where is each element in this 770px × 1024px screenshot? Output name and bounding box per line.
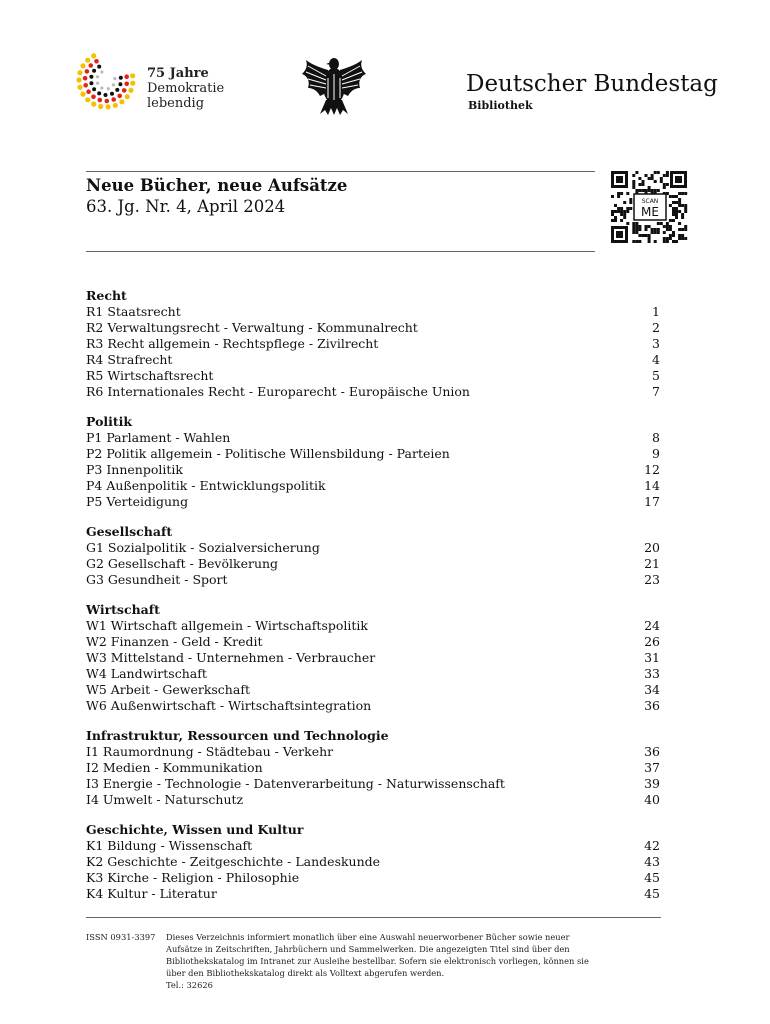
toc-entry-label: W3 Mittelstand - Unternehmen - Verbraucher xyxy=(86,650,376,665)
toc-entry-label: P3 Innenpolitik xyxy=(86,462,183,477)
footer-note-line: Bibliothekskatalog im Intranet zur Ausleihe bestellbar. Sofern sie elektronisch vorliegen, können sie xyxy=(166,956,589,966)
logo-dot xyxy=(122,88,127,93)
logo-dot xyxy=(98,98,103,103)
footer-note xyxy=(166,931,666,991)
toc-entry-page: 39 xyxy=(644,776,660,791)
toc-entry[interactable] xyxy=(86,430,660,446)
toc-entry[interactable] xyxy=(86,698,660,714)
logo-dot xyxy=(83,83,88,88)
toc-entry[interactable] xyxy=(86,838,660,854)
toc-section xyxy=(86,822,660,902)
toc-entry-page: 1 xyxy=(652,304,660,319)
logo-dot xyxy=(80,63,85,68)
section-title: Wirtschaft xyxy=(86,602,160,617)
toc-entry[interactable] xyxy=(86,760,660,776)
logo-dot xyxy=(106,104,111,109)
logo-dot xyxy=(77,70,82,75)
logo-dot xyxy=(77,85,82,90)
logo-dot xyxy=(128,88,133,93)
toc-entry[interactable] xyxy=(86,494,660,510)
toc-entry-label: I4 Umwelt - Naturschutz xyxy=(86,792,244,807)
toc-entry[interactable] xyxy=(86,682,660,698)
logo-dot xyxy=(91,53,96,58)
toc-entry[interactable] xyxy=(86,462,660,478)
toc-entry-label: W5 Arbeit - Gewerkschaft xyxy=(86,682,250,697)
toc-entry-page: 3 xyxy=(652,336,660,351)
toc-entry[interactable] xyxy=(86,650,660,666)
logo-dot xyxy=(85,69,90,74)
logo-dot xyxy=(100,86,103,89)
toc-entry[interactable] xyxy=(86,556,660,572)
toc-entry-page: 33 xyxy=(644,666,660,681)
section-title: Politik xyxy=(86,414,133,429)
toc-entry-page: 21 xyxy=(644,556,660,571)
toc-entry-page: 26 xyxy=(644,634,660,649)
toc-entry-label: K3 Kirche - Religion - Philosophie xyxy=(86,870,300,885)
toc-entry-page: 45 xyxy=(644,870,660,885)
toc-entry-label: W1 Wirtschaft allgemein - Wirtschaftspolitik xyxy=(86,618,368,633)
toc-entry-page: 23 xyxy=(644,572,660,587)
federal-eagle-icon xyxy=(300,52,368,116)
toc-entry[interactable] xyxy=(86,792,660,808)
toc-section xyxy=(86,288,660,400)
jubilee-text xyxy=(147,66,224,111)
logo-dot xyxy=(105,99,110,104)
logo-dot xyxy=(110,92,114,96)
logo-dot xyxy=(92,69,96,73)
logo-dot xyxy=(96,75,99,78)
toc-entry[interactable] xyxy=(86,368,660,384)
toc-entry-page: 36 xyxy=(644,744,660,759)
toc-section xyxy=(86,602,660,714)
toc-entry-page: 7 xyxy=(652,384,660,399)
toc-entry-label: P1 Parlament - Wahlen xyxy=(86,430,231,445)
toc-entry[interactable] xyxy=(86,572,660,588)
logo-dot xyxy=(97,91,101,95)
toc-entry-label: W2 Finanzen - Geld - Kredit xyxy=(86,634,263,649)
toc-section xyxy=(86,414,660,510)
logo-dot xyxy=(100,70,103,73)
toc-entry-page: 24 xyxy=(644,618,660,633)
footer-note-line: Aufsätze in Zeitschriften, Jahrbüchern und Sammelwerken. Die angezeigten Titel sind über den xyxy=(166,944,570,954)
toc-entry-page: 20 xyxy=(644,540,660,555)
toc-entry-label: P4 Außenpolitik - Entwicklungspolitik xyxy=(86,478,326,493)
toc-entry[interactable] xyxy=(86,618,660,634)
toc-entry-label: P2 Politik allgemein - Politische Willensbildung - Parteien xyxy=(86,446,450,461)
logo-dot xyxy=(104,93,108,97)
toc-entry[interactable] xyxy=(86,336,660,352)
toc-entry[interactable] xyxy=(86,744,660,760)
logo-dot xyxy=(111,97,116,102)
logo-dot xyxy=(94,59,99,64)
toc-entry-page: 40 xyxy=(644,792,660,807)
toc-section xyxy=(86,728,660,808)
toc-entry[interactable] xyxy=(86,870,660,886)
section-title: Recht xyxy=(86,288,127,303)
toc-entry[interactable] xyxy=(86,886,660,902)
logo-dot xyxy=(107,87,110,90)
logo-dot xyxy=(117,94,122,99)
toc-entry-page: 4 xyxy=(652,352,660,367)
toc-entry-page: 17 xyxy=(644,494,660,509)
logo-dot xyxy=(80,92,85,97)
logo-dot xyxy=(125,94,130,99)
toc-entry-label: R3 Recht allgemein - Rechtspflege - Zivilrecht xyxy=(86,336,379,351)
jubilee-line-3: lebendig xyxy=(147,96,205,111)
toc-entry[interactable] xyxy=(86,634,660,650)
footer-divider xyxy=(86,917,661,918)
toc-entry-label: R4 Strafrecht xyxy=(86,352,173,367)
section-title: Gesellschaft xyxy=(86,524,173,539)
logo-dot xyxy=(130,81,135,86)
logo-dot xyxy=(97,65,101,69)
logo-dot xyxy=(92,87,96,91)
toc-entry-label: R2 Verwaltungsrecht - Verwaltung - Kommunalrecht xyxy=(86,320,418,335)
logo-dot xyxy=(113,77,116,80)
footer-note-line: über den Bibliothekskatalog direkt als Volltext abgerufen werden. xyxy=(166,968,445,978)
toc-entry-label: R5 Wirtschaftsrecht xyxy=(86,368,214,383)
jubilee-dots-logo xyxy=(68,50,138,114)
toc-entry-label: I2 Medien - Kommunikation xyxy=(86,760,263,775)
institution-name: Deutscher Bundestag xyxy=(466,71,718,97)
logo-dot xyxy=(91,95,96,100)
page-title: Neue Bücher, neue Aufsätze xyxy=(86,176,348,195)
toc-entry-label: R1 Staatsrecht xyxy=(86,304,181,319)
toc-entry-label: I1 Raumordnung - Städtebau - Verkehr xyxy=(86,744,334,759)
toc-entry[interactable] xyxy=(86,304,660,320)
issue-info: 63. Jg. Nr. 4, April 2024 xyxy=(86,197,286,216)
section-title: Infrastruktur, Ressourcen und Technologie xyxy=(86,728,389,743)
logo-dot xyxy=(89,75,93,79)
qr-code-icon[interactable] xyxy=(610,170,688,244)
page-header xyxy=(0,0,770,130)
toc-entry[interactable] xyxy=(86,446,660,462)
toc-entry-page: 45 xyxy=(644,886,660,901)
jubilee-line-2: Demokratie xyxy=(147,81,225,96)
logo-dot xyxy=(83,76,88,81)
toc-entry[interactable] xyxy=(86,352,660,368)
toc-entry[interactable] xyxy=(86,478,660,494)
logo-dot xyxy=(76,77,81,82)
toc-entry-page: 2 xyxy=(652,320,660,335)
toc-entry-page: 37 xyxy=(644,760,660,775)
logo-dot xyxy=(96,82,99,85)
toc-entry-page: 14 xyxy=(644,478,660,493)
logo-dot xyxy=(85,97,90,102)
logo-dot xyxy=(124,82,129,87)
toc-entry-label: K2 Geschichte - Zeitgeschichte - Landeskunde xyxy=(86,854,381,869)
toc-entry[interactable] xyxy=(86,384,660,400)
toc-entry-label: P5 Verteidigung xyxy=(86,494,189,509)
toc-entry[interactable] xyxy=(86,776,660,792)
toc-entry-label: R6 Internationales Recht - Europarecht - Europäische Union xyxy=(86,384,470,399)
toc-entry-page: 43 xyxy=(644,854,660,869)
department-name: Bibliothek xyxy=(468,99,533,112)
logo-dot xyxy=(85,58,90,63)
toc-section xyxy=(86,524,660,588)
toc-entry-label: G1 Sozialpolitik - Sozialversicherung xyxy=(86,540,320,555)
toc-entry-page: 34 xyxy=(644,682,660,697)
toc-entry-label: G3 Gesundheit - Sport xyxy=(86,572,228,587)
table-of-contents xyxy=(86,288,660,916)
logo-dot xyxy=(124,74,129,79)
footer-note-line: Dieses Verzeichnis informiert monatlich über eine Auswahl neuerworbener Bücher sowie neuer xyxy=(166,932,570,942)
toc-entry-page: 9 xyxy=(652,446,660,461)
toc-entry-label: W6 Außenwirtschaft - Wirtschaftsintegration xyxy=(86,698,372,713)
toc-entry[interactable] xyxy=(86,854,660,870)
toc-entry-label: K4 Kultur - Literatur xyxy=(86,886,217,901)
toc-entry-page: 5 xyxy=(652,368,660,383)
footer-phone: Tel.: 32626 xyxy=(166,980,213,990)
title-block xyxy=(86,171,595,252)
toc-entry-page: 8 xyxy=(652,430,660,445)
logo-dot xyxy=(113,103,118,108)
logo-dot xyxy=(89,63,94,68)
toc-entry[interactable] xyxy=(86,320,660,336)
logo-dot xyxy=(89,81,93,85)
toc-entry-page: 31 xyxy=(644,650,660,665)
section-title: Geschichte, Wissen und Kultur xyxy=(86,822,304,837)
toc-entry-page: 42 xyxy=(644,838,660,853)
toc-entry[interactable] xyxy=(86,540,660,556)
toc-entry-label: I3 Energie - Technologie - Datenverarbeitung - Naturwissenschaft xyxy=(86,776,505,791)
toc-entry-label: K1 Bildung - Wissenschaft xyxy=(86,838,253,853)
logo-dot xyxy=(130,73,135,78)
svg-text:SCAN: SCAN xyxy=(641,198,659,205)
logo-dot xyxy=(115,88,119,92)
toc-entry-label: G2 Gesellschaft - Bevölkerung xyxy=(86,556,279,571)
logo-dot xyxy=(118,82,122,86)
logo-dot xyxy=(98,104,103,109)
logo-dot xyxy=(119,76,123,80)
logo-dot xyxy=(119,99,124,104)
jubilee-line-1: 75 Jahre xyxy=(147,66,209,81)
toc-entry-label: W4 Landwirtschaft xyxy=(86,666,207,681)
svg-text:ME: ME xyxy=(641,205,659,219)
toc-entry[interactable] xyxy=(86,666,660,682)
toc-entry-page: 36 xyxy=(644,698,660,713)
toc-entry-page: 12 xyxy=(644,462,660,477)
logo-dot xyxy=(91,102,96,107)
logo-dot xyxy=(86,89,91,94)
issn-number: ISSN 0931-3397 xyxy=(86,932,156,942)
logo-dot xyxy=(112,83,115,86)
